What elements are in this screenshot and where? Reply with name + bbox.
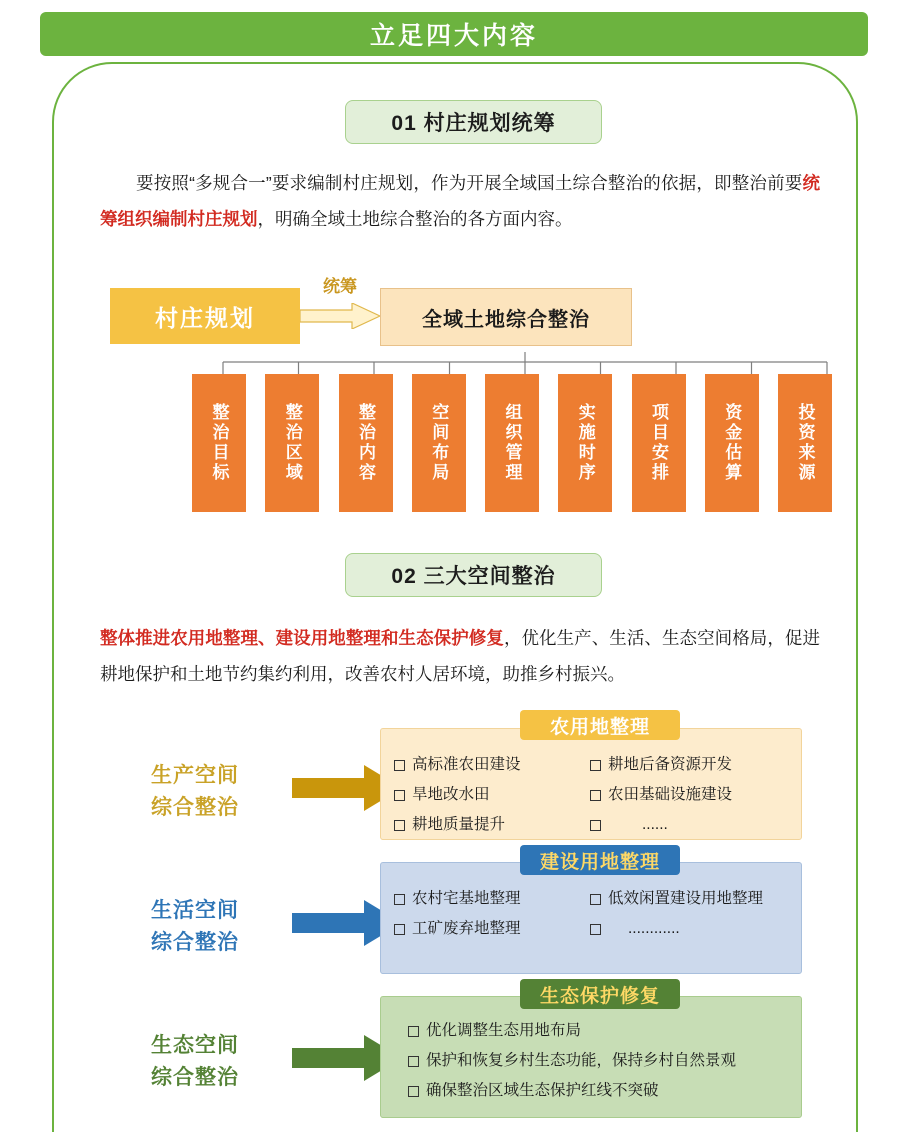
checkbox-bullet-icon [408,1056,419,1067]
list-item: ...... [590,810,786,840]
section-01-paragraph [100,165,820,237]
checkbox-bullet-icon [590,820,601,831]
checkbox-bullet-icon [590,924,601,935]
items-construction-land-consolidation [380,862,800,944]
items-farmland-consolidation [380,728,800,840]
box-whole-area-land-consolidation: 全域土地综合整治 [380,288,632,346]
label-ecological-space-line2: 综合整治 [151,1066,239,1089]
aspect-box: 整治内容 [339,374,393,512]
list-item: 农村宅基地整理 [394,884,590,914]
list-item: 低效闲置建设用地整理 [590,884,786,914]
para-01-part2: ，明确全域土地综合整治的各方面内容。 [257,209,573,229]
checkbox-bullet-icon [590,760,601,771]
list-item: 优化调整生态用地布局 [394,1016,786,1046]
section-heading-02: 02 三大空间整治 [345,553,602,597]
list-item: 耕地质量提升 [394,810,590,840]
aspect-box: 组织管理 [485,374,539,512]
panel-title-ecological-protection-restoration: 生态保护修复 [520,979,680,1009]
checkbox-bullet-icon [408,1026,419,1037]
aspect-box: 空间布局 [412,374,466,512]
list-item: 确保整治区域生态保护红线不突破 [394,1076,786,1106]
label-production-space-line2: 综合整治 [151,796,239,819]
checkbox-bullet-icon [590,894,601,905]
checkbox-bullet-icon [408,1086,419,1097]
para-02-rest: ，优化生产、生活、生态空间格局，促进耕地保护和土地节约集约利用，改善农村人居环境，助推乡村振兴。 [100,628,820,684]
panel-title-farmland-consolidation: 农用地整理 [520,710,680,740]
para-01-highlight: 统筹组织编制村庄规划 [100,173,820,229]
label-ecological-space [100,1030,290,1094]
label-living-space-line2: 综合整治 [151,931,239,954]
list-item: 农田基础设施建设 [590,780,786,810]
list-item: 高标准农田建设 [394,750,590,780]
page-title: 立足四大内容 [369,22,538,50]
arrow-label-coordination: 统筹 [323,277,357,296]
checkbox-bullet-icon [590,790,601,801]
checkbox-bullet-icon [394,790,405,801]
aspect-box: 整治目标 [192,374,246,512]
aspect-box: 投资来源 [778,374,832,512]
list-item: 耕地后备资源开发 [590,750,786,780]
section-heading-01: 01 村庄规划统筹 [345,100,602,144]
checkbox-bullet-icon [394,894,405,905]
label-living-space [100,895,290,959]
label-production-space [100,760,290,824]
list-item: ............ [590,914,786,944]
aspect-box: 项目安排 [632,374,686,512]
items-ecological-protection-restoration [380,996,800,1106]
box-village-planning: 村庄规划 [110,288,300,344]
arrow-right-icon [300,303,380,329]
para-02-highlight: 整体推进农用地整理、建设用地整理和生态保护修复 [100,628,504,648]
checkbox-bullet-icon [394,820,405,831]
checkbox-bullet-icon [394,924,405,935]
list-item: 工矿废弃地整理 [394,914,590,944]
list-item: 旱地改水田 [394,780,590,810]
panel-title-construction-land-consolidation: 建设用地整理 [520,845,680,875]
aspect-box: 资金估算 [705,374,759,512]
section-02-paragraph [100,620,820,692]
label-ecological-space-line1: 生态空间 [151,1034,239,1057]
aspect-box: 整治区域 [265,374,319,512]
consolidation-aspect-list [192,374,832,514]
label-living-space-line1: 生活空间 [151,899,239,922]
list-item: 保护和恢复乡村生态功能，保持乡村自然景观 [394,1046,786,1076]
para-01-part1: 要按照“多规合一”要求编制村庄规划，作为开展全域国土综合整治的依据，即整治前要 [136,173,803,193]
checkbox-bullet-icon [394,760,405,771]
aspect-box: 实施时序 [558,374,612,512]
label-production-space-line1: 生产空间 [151,764,239,787]
